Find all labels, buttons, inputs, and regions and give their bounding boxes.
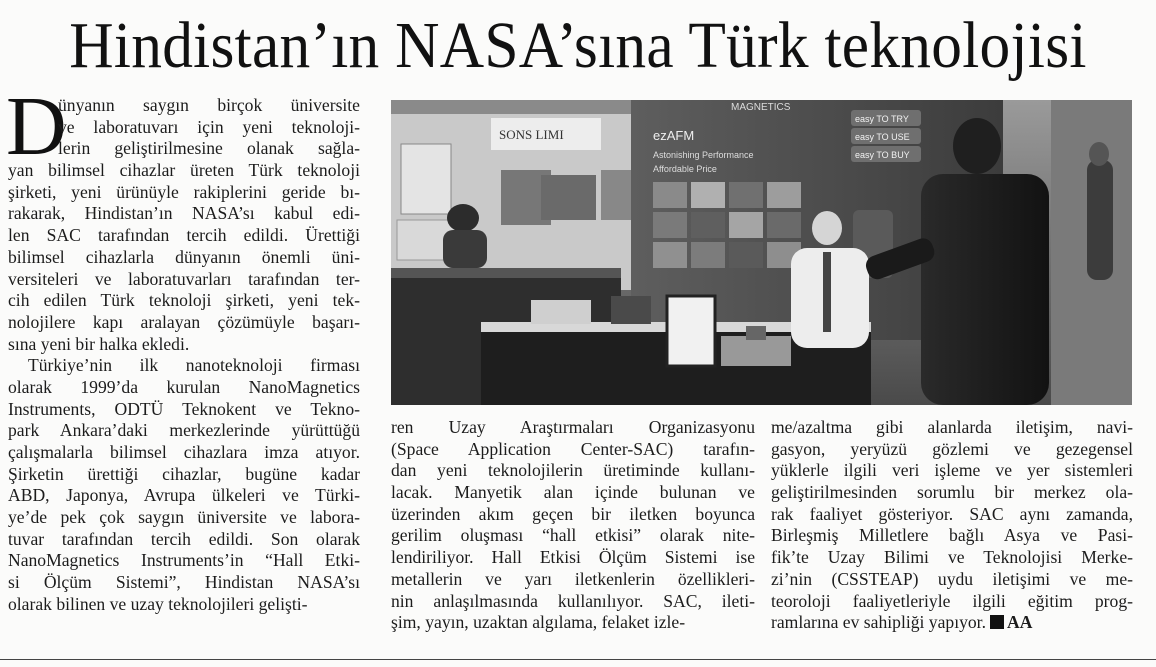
col2-line: lacak. Manyetik alan içinde bulunan ve <box>391 482 755 503</box>
col1-line: şirketi, yeni ürünüyle rakiplerini geride bı- <box>8 181 360 202</box>
col1-line: nolojilere kapı aralayan çözümüyle başarı- <box>8 311 360 332</box>
col3-line: zi’nin (CSSTEAP) uydu iletişimi ve me- <box>771 568 1133 589</box>
col1-line: park Ankara’daki merkezlerinde yürüttüğü <box>8 420 360 441</box>
col1-line: ve laboratuvarı için yeni teknoloji- <box>58 116 360 137</box>
col2-line: metallerin ve yarı iletkenlerin özellikleri- <box>391 568 755 589</box>
col1-line: bilimsel cihazlarla dünyanın önemli üni- <box>8 246 360 267</box>
col1-line: cih edilen Türk teknoloji şirketi, yeni tek- <box>8 290 360 311</box>
col3-line: rak faaliyet gösteriyor. SAC aynı zamanda, <box>771 503 1133 524</box>
booth-scene <box>391 100 1132 405</box>
svg-text:easy TO USE: easy TO USE <box>855 132 910 142</box>
display-stand <box>667 296 715 366</box>
col2-line: lendiriliyor. Hall Etkisi Ölçüm Sistemi ise <box>391 547 755 568</box>
bottom-rule <box>0 659 1156 660</box>
col3-line: teoroloji faaliyetleriyle ilgili eğitim prog- <box>771 590 1133 611</box>
col1-line: NanoMagnetics Instruments’in “Hall Etki- <box>8 550 360 571</box>
col2-line: dan yeni teknolojilerin üretiminde kullanı- <box>391 460 755 481</box>
standing-man-head <box>953 118 1001 174</box>
col3-line: me/azaltma gibi alanlarda iletişim, navi- <box>771 417 1133 437</box>
booth-brand: MAGNETICS <box>731 102 791 113</box>
col2-line: üzerinden akım geçen bir iletken boyunca <box>391 503 755 524</box>
col1-line: Şirketin ürettiği cihazlar, bugüne kadar <box>8 463 360 484</box>
col3-line: Birleşmiş Milletlere bağlı Asya ve Pasi- <box>771 525 1133 546</box>
col2-line: (Space Application Center-SAC) tarafın- <box>391 438 755 459</box>
col1-line: si Ölçüm Sistemi”, Hindistan NASA’sı <box>8 572 360 593</box>
svg-text:easy TO BUY: easy TO BUY <box>855 150 910 160</box>
col1-line: tuvar tarafından tercih edildi. Son olarak <box>8 528 360 549</box>
end-mark <box>990 615 1004 629</box>
col2-line: şim, yayın, uzaktan algılama, felaket izle- <box>391 612 686 633</box>
col1-line: ünyanın saygın birçok üniversite <box>58 95 360 115</box>
headline: Hindistan’ın NASA’sına Türk teknolojisi <box>69 9 1087 82</box>
background-person <box>1087 160 1113 280</box>
col1-line: olarak bilinen ve uzay teknolojileri gelişti- <box>8 593 308 614</box>
svg-text:easy TO TRY: easy TO TRY <box>855 114 909 124</box>
article-photo <box>391 100 1132 405</box>
col3-line: ramlarına ev sahipliği yapıyor. AA <box>771 612 1033 633</box>
column-3 <box>771 417 1133 634</box>
col1-line: yan bilimsel cihazlar üreten Türk teknoloji <box>8 160 360 181</box>
seated-man-head <box>812 211 842 245</box>
col1-line: olarak 1999’da kurulan NanoMagnetics <box>8 376 360 397</box>
col1-line: lerin geliştirilmesine olanak sağla- <box>58 138 360 159</box>
col3-line: gasyon, yeryüzü gözlemi ve gezegensel <box>771 438 1133 459</box>
col3-line: geliştirilmesinden sorumlu bir merkez ola- <box>771 482 1133 503</box>
side-sign-text: SONS LIMI <box>499 127 564 142</box>
booth-product: ezAFM <box>653 128 695 143</box>
col3-line: fik’te Uzay Bilimi ve Teknolojisi Merke- <box>771 547 1133 568</box>
col1-line: Instruments, ODTÜ Teknokent ve Tekno- <box>8 398 360 419</box>
agency-signature: AA <box>1006 612 1033 633</box>
booth-tagline1: Astonishing Performance <box>653 150 754 160</box>
column-1 <box>6 80 360 616</box>
standing-man-body <box>921 174 1049 405</box>
col2-line: ren Uzay Araştırmaları Organizasyonu <box>391 417 755 437</box>
column-2 <box>391 417 755 634</box>
col1-line: sına yeni bir halka ekledi. <box>8 333 190 354</box>
col1-line: rakarak, Hindistan’ın NASA’sı kabul edi- <box>8 203 360 224</box>
dropcap: D <box>6 80 67 173</box>
equipment-left <box>531 300 591 324</box>
col1-line: len SAC tarafından tercih edildi. Ürettiği <box>8 225 360 246</box>
woman-left <box>447 204 479 232</box>
col1-line: çalışmalarla bilimsel cihazlara imza atıyor. <box>8 442 360 462</box>
booth-tagline2: Affordable Price <box>653 164 717 174</box>
col1-line: ye’de pek çok saygın üniversite ve labora- <box>8 507 360 528</box>
col1-line: versiteleri ve laboratuvarları tarafından ter- <box>8 268 360 289</box>
col1-line: Türkiye’nin ilk nanoteknoloji firması <box>28 355 360 376</box>
col2-line: nin anlaşılmasında kullanılıyor. SAC, ileti- <box>391 590 755 611</box>
col3-line: yüklerle ilgili veri işleme ve yer sistemleri <box>771 460 1133 481</box>
col2-line: gerilim oluşması “hall etkisi” olarak nite- <box>391 525 755 546</box>
col1-line: ABD, Japonya, Avrupa ülkeleri ve Türki- <box>8 485 360 506</box>
